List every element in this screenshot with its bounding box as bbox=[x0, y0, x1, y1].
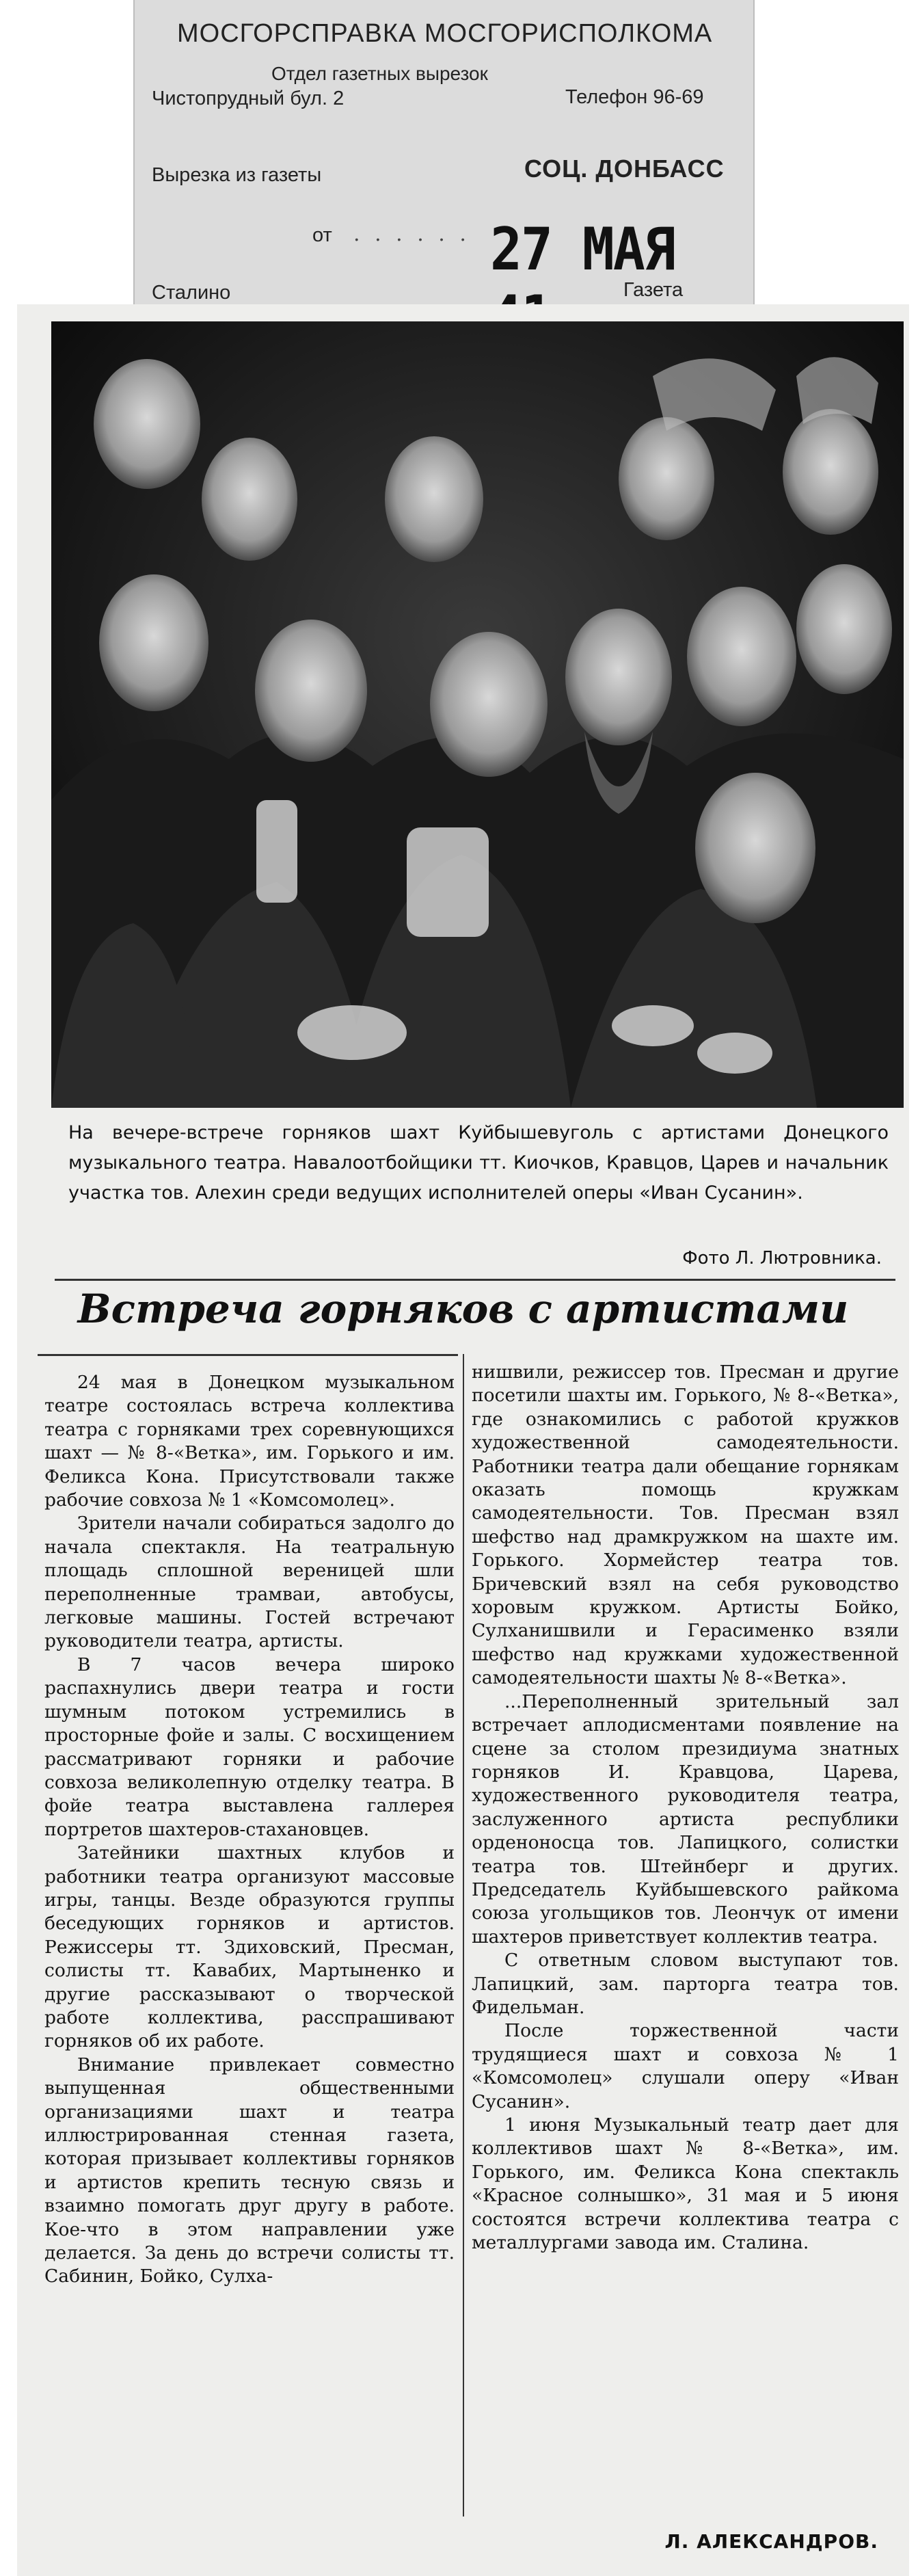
article-column-1 bbox=[44, 1371, 455, 2289]
column-divider bbox=[463, 1354, 464, 2517]
photo-credit: Фото Л. Лютровника. bbox=[682, 1248, 882, 1269]
department-label: Отдел газетных вырезок bbox=[271, 63, 488, 84]
article-paragraph: Зрители начали собираться задолго до начала спектакля. На театральную площадь сплошной вереницей шли переполненные трамваи, автобусы, легковые машины. Гостей встречают руководители театра, артисты. bbox=[44, 1513, 455, 1652]
date-dots: . . . . . . bbox=[353, 222, 470, 246]
article-paragraph: 24 мая в Донецком музыкальном театре состоялась встреча коллектива театра с горняками трех соревнующихся шахт — № 8-«Ветка», им. Горького и им. Феликса Кона. Присутствовали также рабочие совхоза № 1 «Комсомолец». bbox=[44, 1372, 455, 1511]
city-label: Сталино bbox=[152, 282, 231, 304]
article-headline: Встреча горняков с артистами bbox=[77, 1286, 849, 1332]
article-paragraph: В 7 часов вечера широко распахнулись двери театра и гости шумным потоком устремились в просторные фойе и залы. С восхищением рассматривают горняки и рабочие совхоза великолепную отделку театра. В фойе театра выставлена галлерея портретов шахтеров-стахановцев. bbox=[44, 1654, 455, 1840]
article-paragraph: С ответным словом выступают тов. Лапицкий, зам. парторга театра тов. Фидельман. bbox=[472, 1950, 899, 2018]
article-paragraph: Затейники шахтных клубов и работники театра организуют массовые игры, танцы. Везде образуются группы беседующих горняков и артистов. Режиссеры тт. Здиховский, Пресман, солисты тт. Кавабих, Мартыненко и другие рассказывают о творческой работе коллектива, расспрашивают горняков об их работе. bbox=[44, 1842, 455, 2052]
article-paragraph: После торжественной части трудящиеся шахт и совхоза № 1 «Комсомолец» слушали оперу «Иван Сусанин». bbox=[472, 2020, 899, 2112]
divider-rule bbox=[38, 1354, 458, 1356]
address-label: Чистопрудный бул. 2 bbox=[152, 88, 345, 109]
author-signature: Л. АЛЕКСАНДРОВ. bbox=[664, 2530, 878, 2553]
group-photo bbox=[51, 321, 904, 1108]
clipping-from-label: Вырезка из газеты bbox=[152, 164, 322, 186]
clipping-bureau-slip bbox=[133, 0, 755, 318]
article-column-2 bbox=[472, 1361, 899, 2255]
date-from-label: от bbox=[312, 224, 332, 246]
phone-label: Телефон 96-69 bbox=[565, 86, 704, 108]
newspaper-clipping bbox=[17, 304, 909, 2576]
article-paragraph: Внимание привлекает совместно выпущенная общественными организациями шахт и театра иллюстрированная стенная газета, которая призывает коллективы горняков и артистов крепить тесную связь и взаимно помогать друг другу в работе. Кое-что в этом направлении уже делается. За день до встречи солисты тт. Сабинин, Бойко, Сулха- bbox=[44, 2054, 455, 2287]
newspaper-name: СОЦ. ДОНБАСС bbox=[524, 155, 725, 183]
photo-caption: На вечере-встрече горняков шахт Куйбышевуголь с артистами Донецкого музыкального театра. Навалоотбойщики тт. Киочков, Кравцов, Царев и начальник участка тов. Алехин среди ведущих исполнителей оперы «Иван Сусанин». bbox=[68, 1122, 889, 1204]
article-paragraph: нишвили, режиссер тов. Пресман и другие посетили шахты им. Горького, № 8-«Ветка», где ознакомились с работой кружков художественной самодеятельности. Работники театра дали обещание горнякам оказать помощь кружкам самодеятельности. Тов. Пресман взял шефство над драмкружком на шахте им. Горького. Хормейстер театра тов. Бричевский взял на себя руководство хоровым кружком. Артисты Бойко, Сулханишвили и Герасименко взяли шефство над кружками художественной самодеятельности шахты № 8-«Ветка». bbox=[472, 1362, 899, 1689]
article-paragraph: ...Переполненный зрительный зал встречает аплодисментами появление на сцене за столом президиума знатных горняков И. Кравцова, Царева, художественного руководителя театра, заслуженного артиста республики орденоносца тов. Лапицкого, солистки театра тов. Штейнберг и других. Председатель Куйбышевского райкома союза угольщиков тов. Леончук от имени шахтеров приветствует коллектив театра. bbox=[472, 1690, 899, 1948]
divider-rule bbox=[55, 1279, 895, 1281]
gazeta-label: Газета bbox=[623, 279, 684, 301]
bureau-title: МОСГОРСПРАВКА МОСГОРИСПОЛКОМА bbox=[177, 19, 713, 48]
date-stamp: 27 МАЯ bbox=[490, 216, 675, 284]
group-photo-image bbox=[51, 321, 904, 1108]
article-paragraph: 1 июня Музыкальный театр дает для коллективов шахт № 8-«Ветка», им. Горького, им. Феликса Кона спектакль «Красное солнышко», 31 мая и 5 июня состоятся встречи коллектива театра с металлургами завода им. Сталина. bbox=[472, 2114, 899, 2254]
